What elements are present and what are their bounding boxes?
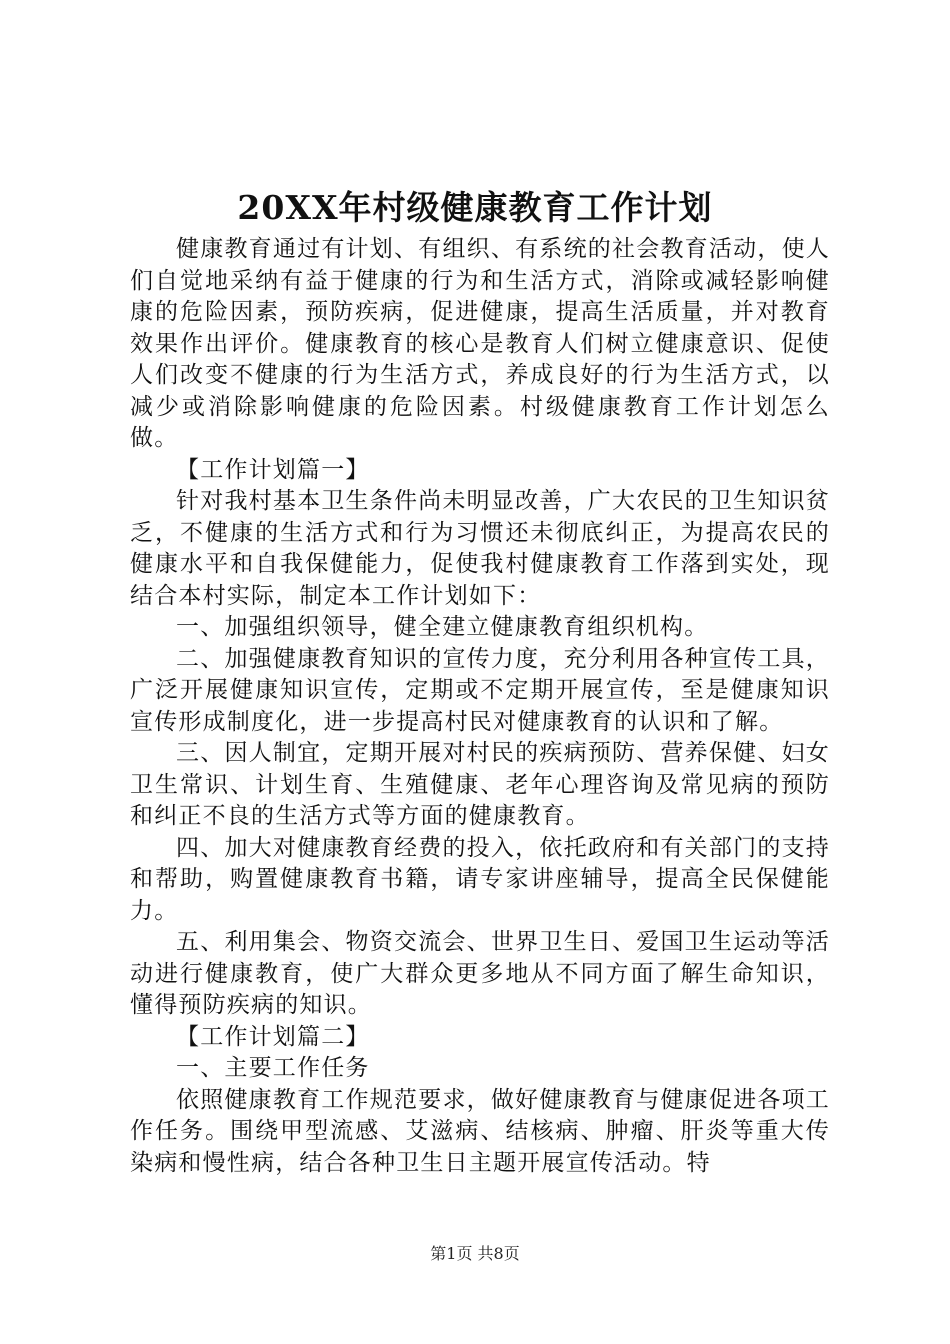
- section-heading-plan-one: 【工作计划篇一】: [176, 456, 370, 483]
- section-heading-plan-two: 【工作计划篇二】: [176, 1023, 370, 1050]
- page-number-footer: 第1页 共8页: [430, 1244, 520, 1263]
- list-item: 四、加大对健康教育经费的投入，依托政府和有关部门的支持和帮助，购置健康教育书籍，请专家讲座辅导，提高全民保健能力。: [130, 834, 830, 924]
- list-item: 一、加强组织领导，健全建立健康教育组织机构。: [176, 614, 709, 640]
- paragraph: 依照健康教育工作规范要求，做好健康教育与健康促进各项工作任务。围绕甲型流感、艾滋病、结核病、肿瘤、肝炎等重大传染病和慢性病，结合各种卫生日主题开展宣传活动。特: [130, 1086, 830, 1176]
- document-title: 20XX年村级健康教育工作计划: [237, 188, 713, 227]
- list-item: 五、利用集会、物资交流会、世界卫生日、爱国卫生运动等活动进行健康教育，使广大群众更多地从不同方面了解生命知识，懂得预防疾病的知识。: [130, 929, 830, 1018]
- document-body: [130, 234, 830, 1179]
- subsection-heading: 一、主要工作任务: [176, 1055, 370, 1081]
- paragraph-intro: 健康教育通过有计划、有组织、有系统的社会教育活动，使人们自觉地采纳有益于健康的行为和生活方式，消除或减轻影响健康的危险因素，预防疾病，促进健康，提高生活质量，并对教育效果作出评价。健康教育的核心是教育人们树立健康意识、促使人们改变不健康的行为生活方式，养成良好的行为生活方式，以减少或消除影响健康的危险因素。村级健康教育工作计划怎么做。: [130, 236, 830, 451]
- list-item: 二、加强健康教育知识的宣传力度，充分利用各种宣传工具，广泛开展健康知识宣传，定期或不定期开展宣传，至是健康知识宣传形成制度化，进一步提高村民对健康教育的认识和了解。: [130, 645, 830, 735]
- list-item: 三、因人制宜，定期开展对村民的疾病预防、营养保健、妇女卫生常识、计划生育、生殖健康、老年心理咨询及常见病的预防和纠正不良的生活方式等方面的健康教育。: [130, 740, 830, 829]
- paragraph: 针对我村基本卫生条件尚未明显改善，广大农民的卫生知识贫乏，不健康的生活方式和行为习惯还未彻底纠正，为提高农民的健康水平和自我保健能力，促使我村健康教育工作落到实处，现结合本村实际，制定本工作计划如下：: [130, 488, 830, 609]
